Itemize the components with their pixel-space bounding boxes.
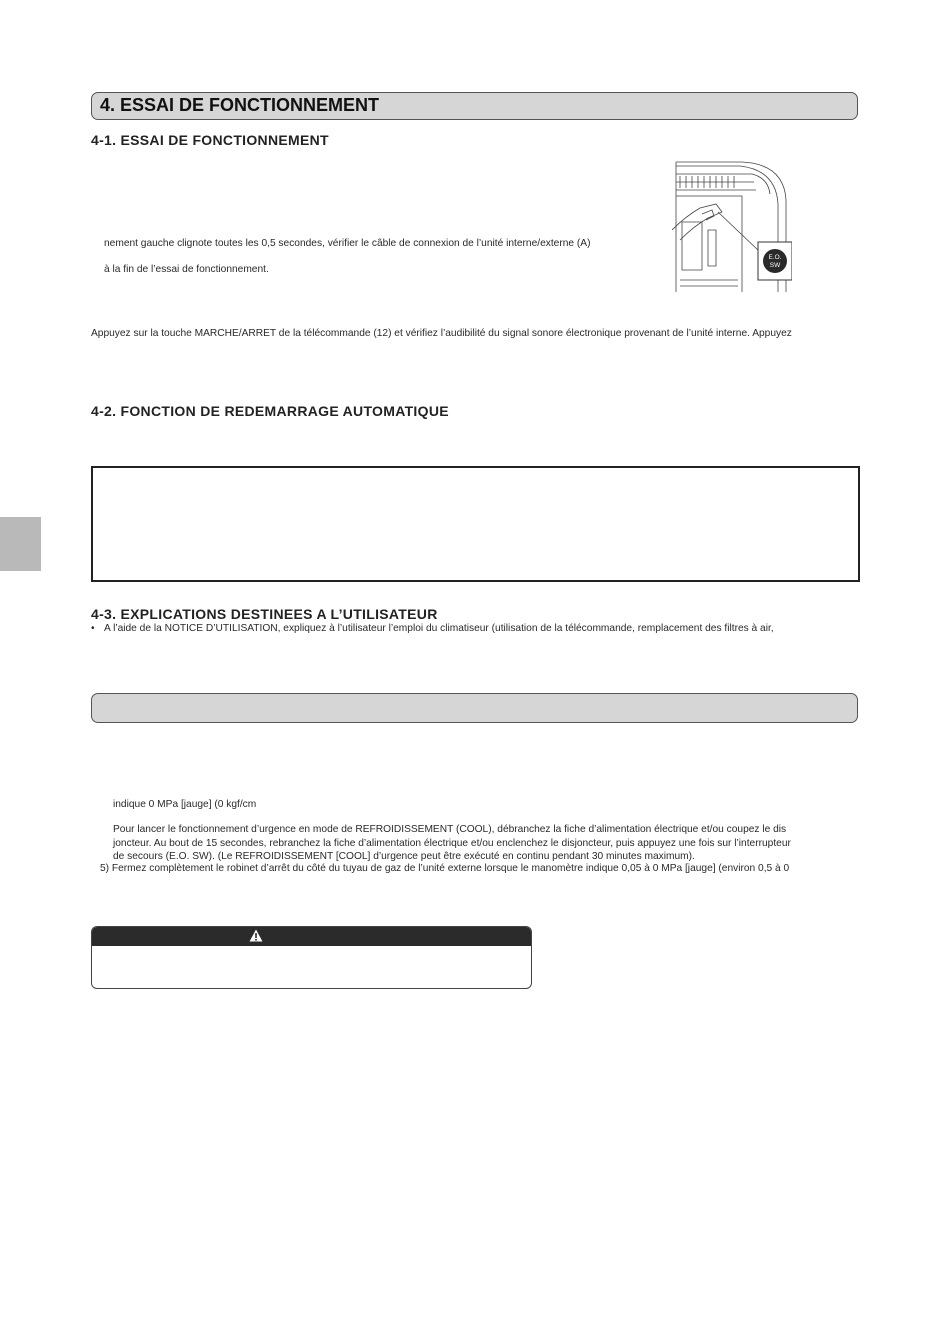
text-4-1-line-3: Appuyez sur la touche MARCHE/ARRET de la télécommande (12) et vérifiez l’audibilité du signal sonore électronique provenant de l’unité interne. Appuyez	[91, 328, 792, 339]
auto-restart-note-box	[91, 466, 860, 582]
text-4-1-line-1: nement gauche clignote toutes les 0,5 secondes, vérifier le câble de connexion de l’unité interne/externe (A)	[104, 238, 591, 249]
text-4-1-line-2: à la fin de l’essai de fonctionnement.	[104, 264, 269, 275]
pumpdown-line-1: indique 0 MPa [jauge] (0 kgf/cm	[113, 799, 257, 810]
pumpdown-line-4: de secours (E.O. SW). (Le REFROIDISSEMENT [COOL] d’urgence peut être exécuté en continu pendant 30 minutes maximum).	[113, 851, 695, 862]
pumpdown-line-2: Pour lancer le fonctionnement d’urgence en mode de REFROIDISSEMENT (COOL), débranchez la fiche d’alimentation électrique et/ou coupez le dis	[113, 824, 787, 835]
heading-4-2: 4-2. FONCTION DE REDEMARRAGE AUTOMATIQUE	[91, 403, 449, 419]
warning-triangle-icon	[249, 929, 263, 942]
section-title: 4. ESSAI DE FONCTIONNEMENT	[100, 95, 380, 115]
eo-sw-label-top: E.O.	[768, 254, 782, 261]
pumpdown-line-5: 5) Fermez complètement le robinet d’arrêt du côté du tuyau de gaz de l’unité externe lorsque le manomètre indique 0,05 à 0 MPa [jauge] (environ 0,5 à 0	[100, 863, 790, 874]
section-header-2	[91, 693, 858, 723]
pumpdown-line-3: joncteur. Au bout de 15 secondes, rebranchez la fiche d’alimentation électrique et/ou enclenchez le disjoncteur, puis appuyez une fois sur l’interrupteur	[113, 838, 791, 849]
bullet-4-3: •	[91, 623, 95, 634]
side-language-tab	[0, 517, 41, 571]
heading-4-3: 4-3. EXPLICATIONS DESTINEES A L’UTILISATEUR	[91, 606, 438, 622]
text-4-3-line-1: A l’aide de la NOTICE D’UTILISATION, expliquez à l’utilisateur l’emploi du climatiseur (utilisation de la télécommande, remplacement des filtres à air,	[104, 623, 774, 634]
warning-box	[91, 926, 532, 989]
section-header-essai	[91, 92, 858, 120]
heading-4-1: 4-1. ESSAI DE FONCTIONNEMENT	[91, 132, 329, 148]
indoor-unit-illustration	[672, 160, 792, 295]
warning-header	[92, 927, 531, 946]
eo-sw-label-bottom: SW	[769, 262, 781, 269]
